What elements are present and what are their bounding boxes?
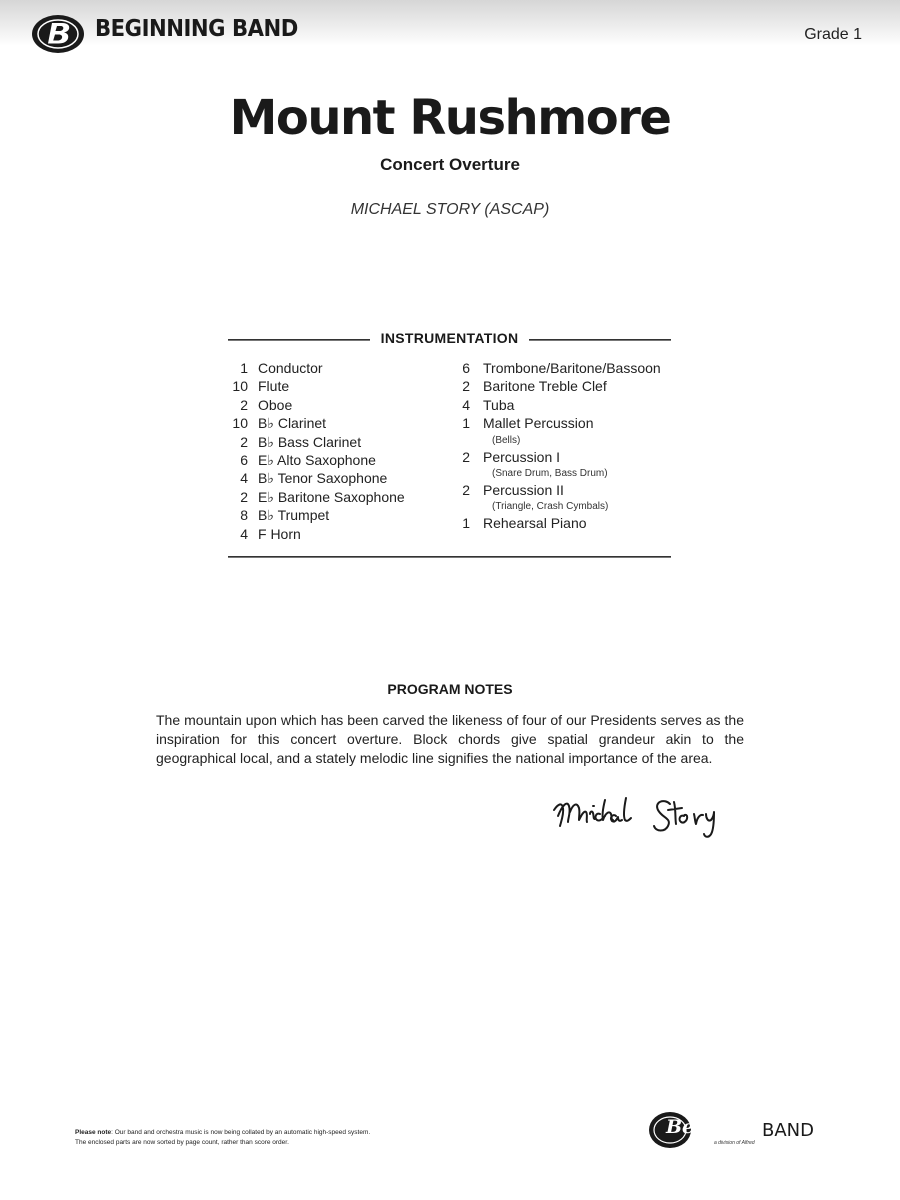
- program-notes-body: The mountain upon which has been carved the likeness of four of our Presidents serves as the inspiration for this concert overture. Block chords give spatial grandeur akin to the geographical local, and a stately melodic line signifies the national importance of the area.: [156, 712, 744, 766]
- instrument-row: [228, 506, 448, 524]
- instrument-row: [228, 488, 448, 506]
- composer: MICHAEL STORY (ASCAP): [350, 201, 550, 218]
- instrument-row: [228, 469, 448, 487]
- instrument-row: [228, 414, 448, 432]
- instrument-name: Flute: [258, 378, 290, 395]
- instrument-row: [452, 377, 682, 395]
- instrument-row: [228, 525, 448, 543]
- instrument-count: 6: [462, 360, 470, 376]
- instrument-count: 10: [232, 378, 248, 395]
- instrument-count: 4: [462, 396, 470, 413]
- instrument-count: 2: [240, 433, 248, 450]
- instrument-name: B♭ Bass Clarinet: [258, 433, 362, 450]
- instrument-count: 2: [462, 482, 470, 499]
- instrument-row: [452, 396, 682, 414]
- instrument-count: 8: [240, 507, 248, 524]
- instrument-name: Baritone Treble Clef: [483, 378, 607, 395]
- instrument-row: [228, 359, 448, 377]
- page-title: Mount Rushmore: [229, 90, 671, 146]
- instrument-count: 1: [462, 515, 470, 532]
- instrument-name: Tuba: [483, 396, 515, 413]
- beginning-band-logo-icon: [30, 12, 86, 56]
- grade-label: Grade 1: [804, 26, 862, 43]
- instrument-name: E♭ Alto Saxophone: [258, 452, 376, 469]
- collation-note: [75, 1128, 535, 1148]
- instrument-count: 1: [462, 415, 470, 432]
- instrument-count: 6: [240, 452, 248, 469]
- instrument-name: Mallet Percussion: [483, 415, 594, 432]
- instrument-count: 2: [240, 488, 248, 505]
- publisher-subtitle: a division of Alfred: [714, 1140, 755, 1146]
- instrument-row: [452, 448, 682, 466]
- instrumentation-right-column: [452, 359, 682, 533]
- instrument-name: E♭ Baritone Saxophone: [258, 488, 405, 505]
- instrument-name: B♭ Tenor Saxophone: [258, 470, 388, 487]
- instrument-count: 4: [240, 470, 248, 487]
- instrument-name: Percussion II: [483, 482, 564, 499]
- instrument-row: [452, 414, 682, 432]
- instrument-name: B♭ Trumpet: [258, 507, 330, 524]
- note-label: Please note: [75, 1129, 112, 1136]
- instrument-row: [452, 481, 682, 499]
- instrument-name: Rehearsal Piano: [483, 515, 587, 532]
- publisher-name: Belwin: [666, 1116, 739, 1138]
- publisher-logo: [648, 1110, 828, 1152]
- instrument-count: 2: [462, 378, 470, 395]
- composer-signature: [548, 790, 748, 838]
- instrument-row: [228, 377, 448, 395]
- note-text-2: The enclosed parts are now sorted by page count, rather than score order.: [75, 1139, 289, 1146]
- instrumentation-bottom-rule: [228, 556, 671, 558]
- instrument-name: Conductor: [258, 360, 323, 376]
- instrument-row: [452, 514, 682, 532]
- instrument-detail: (Bells): [492, 434, 521, 446]
- instrument-detail: (Triangle, Crash Cymbals): [492, 501, 609, 513]
- heading-rule-right: [529, 339, 671, 341]
- instrument-count: 2: [462, 448, 470, 465]
- series-name: BEGINNING BAND: [95, 16, 298, 42]
- instrument-count: 10: [232, 415, 248, 432]
- instrument-count: 4: [240, 525, 248, 542]
- instrument-detail: (Snare Drum, Bass Drum): [492, 468, 608, 480]
- instrument-row: [228, 433, 448, 451]
- instrumentation-heading: [228, 330, 671, 350]
- instrument-row: [228, 451, 448, 469]
- instrument-count: 1: [240, 360, 248, 376]
- instrument-row: [452, 359, 682, 377]
- program-notes-heading: PROGRAM NOTES: [387, 681, 513, 697]
- instrument-name: Percussion I: [483, 448, 561, 465]
- publisher-band: BAND: [762, 1120, 814, 1141]
- instrument-row: [228, 396, 448, 414]
- note-text: : Our band and orchestra music is now being collated by an automatic high-speed system.: [111, 1129, 371, 1136]
- instrument-name: B♭ Clarinet: [258, 415, 327, 432]
- instrument-name: Oboe: [258, 396, 293, 413]
- instrument-count: 2: [240, 396, 248, 413]
- instrumentation-heading-label: INSTRUMENTATION: [380, 330, 519, 346]
- instrumentation-left-column: [228, 359, 448, 543]
- subtitle: Concert Overture: [380, 155, 520, 174]
- instrument-name: F Horn: [258, 525, 301, 542]
- instrument-name: Trombone/Baritone/Bassoon: [483, 360, 661, 376]
